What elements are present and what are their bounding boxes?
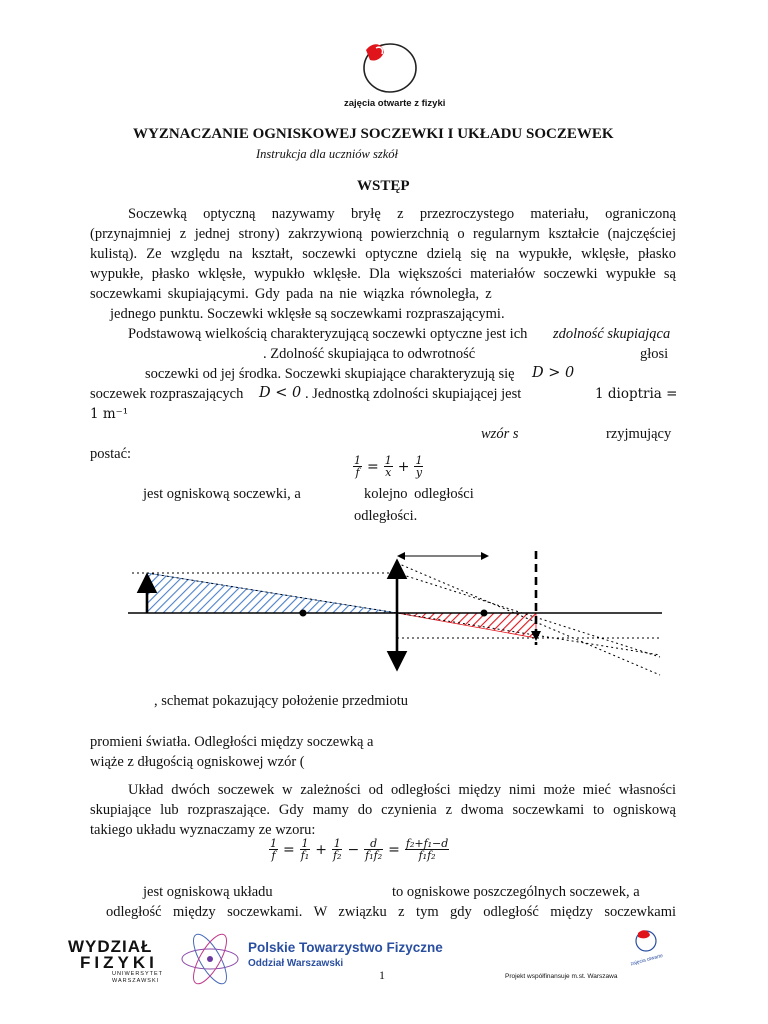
num: 1 — [384, 454, 392, 467]
p1-line-2: (przynajmniej z jednej strony) zakrzywioną powierzchnią o regularnym kształcie (najczęściej — [90, 226, 676, 242]
equals-sign: = — [283, 841, 295, 858]
section-heading: WSTĘP — [357, 178, 410, 194]
p3-line-1a: jest ogniskową soczewki, a — [143, 486, 301, 502]
frac-1-f2 — [332, 838, 342, 861]
den: f — [271, 849, 276, 862]
plus-sign: + — [315, 841, 327, 858]
equals-sign-2: = — [388, 841, 400, 858]
logo-circle-icon — [352, 38, 442, 98]
p5-line-1: Układ dwóch soczewek w zależności od odległości między nimi może mieć własności — [128, 782, 676, 798]
small-logo — [630, 927, 672, 971]
p2-line-3a: soczewki od jej środka. Soczewki skupiające charakteryzują się — [145, 366, 515, 382]
p1-line-3: kulistą). Ze względu na kształt, soczewki optyczne dzielą się na wypukłe, wklęsłe, płasko — [90, 246, 676, 262]
p4-line-1: promieni światła. Odległości między soczewką a — [90, 734, 374, 750]
p2-line-4-math: D < 0 — [259, 385, 302, 401]
p2-line-6b: rzyjmujący — [606, 426, 672, 442]
figure-caption: , schemat pokazujący położenie przedmiotu — [154, 693, 409, 709]
num: 1 — [301, 837, 309, 850]
document-subtitle: Instrukcja dla uczniów szkół — [256, 147, 399, 161]
frac-1-f — [353, 455, 362, 478]
p5-line-2: skupiające lub rozpraszające. Gdy mamy do czynienia z dwoma soczewkami to ogniskową — [90, 802, 676, 818]
p2-line-5: 1 m⁻¹ — [90, 406, 129, 422]
p3-line-1b: kolejno odległości — [364, 486, 474, 502]
num: 1 — [333, 837, 341, 850]
minus-sign: − — [347, 841, 360, 858]
p2-line-7: postać: — [90, 446, 132, 462]
ptf-name: Polskie Towarzystwo Fizyczne — [248, 940, 443, 955]
p2-line-3-math: D > 0 — [532, 365, 575, 381]
atom-logo-icon — [178, 927, 242, 991]
lens-formula — [352, 455, 424, 478]
header-logo — [344, 38, 446, 110]
frac-1-x — [384, 455, 393, 478]
p2-line-1b: zdolność skupiająca — [553, 326, 671, 342]
focal-point-left — [300, 610, 307, 617]
system-formula — [268, 838, 450, 861]
p6-line-1b: to ogniskowe poszczególnych soczewek, a — [392, 884, 640, 900]
frac-1-y — [414, 455, 423, 478]
p5-line-3: takiego układu wyznaczamy ze wzoru: — [90, 822, 316, 838]
focal-point-right — [481, 610, 488, 617]
num: d — [364, 838, 383, 850]
num: 1 — [415, 454, 423, 467]
frac-d-f1f2 — [364, 838, 383, 861]
num: 1 — [270, 837, 277, 850]
cofinance-text: Projekt współfinansuje m.st. Warszawa — [505, 973, 618, 980]
p2-line-4a: soczewek rozpraszających — [90, 386, 244, 402]
frac-combined — [405, 838, 449, 861]
p2-line-4c: 1 dioptria = — [595, 386, 678, 402]
p2-line-1a: Podstawową wielkością charakteryzującą soczewki optyczne jest ich — [128, 326, 528, 342]
frac-1-f1 — [300, 838, 310, 861]
small-logo-caption: zajęcia otwarte — [629, 952, 664, 968]
den: f₂ — [332, 849, 342, 862]
p2-line-6a: wzór s — [481, 426, 519, 442]
p1-line-4: wypukłe, płasko wklęsłe, wypukło wklęsłe. Dla większości materiałów soczewki wypukłe są — [90, 266, 676, 282]
p2-line-2a: . Zdolność skupiająca to odwrotność — [263, 346, 476, 362]
p4-line-2: wiąże z długością ogniskowej wzór ( — [90, 754, 305, 770]
den: f₁ — [300, 849, 310, 862]
document-title: WYZNACZANIE OGNISKOWEJ SOCZEWKI I UKŁADU SOCZEWEK — [133, 126, 614, 142]
wydzial-fizyki-logo — [68, 939, 178, 985]
uw-line-1: UNIWERSYTET — [112, 971, 164, 977]
p6-line-1a: jest ogniskową układu — [143, 884, 273, 900]
image-triangle-red — [397, 613, 536, 638]
logo-caption: zajęcia otwarte z fizyki — [344, 98, 446, 109]
plus-sign: + — [397, 458, 410, 475]
wydzial-line-1: WYDZIAŁ — [68, 937, 153, 956]
frac-1-f — [269, 838, 278, 861]
p1-line-6: jednego punktu. Soczewki wklęsłe są soczewkami rozpraszającymi. — [110, 306, 505, 322]
p1-line-5: soczewkami skupiającymi. Gdy pada na nie wiązka równoległa, z — [90, 286, 492, 302]
p3-line-2: odległości. — [354, 508, 418, 524]
page-number: 1 — [379, 968, 385, 982]
footer — [0, 925, 768, 1024]
equals-sign: = — [367, 458, 379, 475]
p2-line-2b: głosi — [640, 346, 669, 362]
lens-diagram — [120, 545, 670, 685]
den: y — [415, 466, 423, 479]
den: f₁f₂ — [365, 849, 383, 862]
ptf-branch: Oddział Warszawski — [248, 958, 344, 969]
num: 1 — [354, 454, 361, 467]
den: f₁f₂ — [418, 849, 436, 862]
num: f₂+f₁−d — [405, 837, 449, 850]
den: x — [385, 466, 392, 479]
den: f — [355, 466, 360, 479]
p1-line-1: Soczewką optyczną nazywamy bryłę z przezroczystego materiału, ograniczoną — [128, 206, 676, 222]
wydzial-line-2: FIZYKI — [80, 953, 158, 972]
uw-line-2: WARSZAWSKI — [112, 978, 160, 984]
p2-line-4b: . Jednostką zdolności skupiającej jest — [305, 386, 522, 402]
p6-line-2: odległość między soczewkami. W związku z tym gdy odległość między soczewkami — [106, 904, 676, 920]
